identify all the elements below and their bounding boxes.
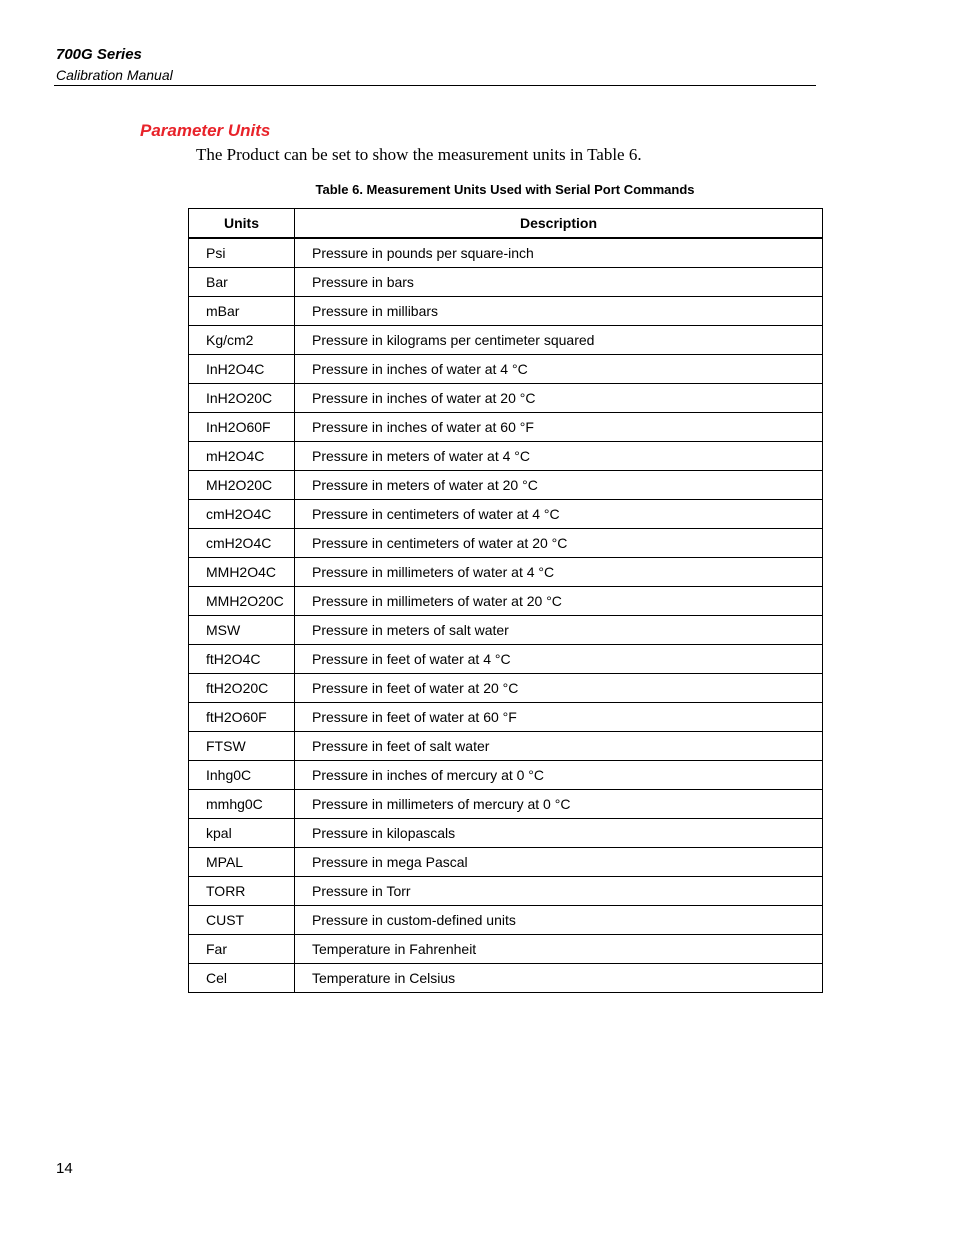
unit-description-cell: Pressure in millimeters of mercury at 0 °C — [295, 790, 823, 819]
table-row — [189, 674, 823, 703]
table-row — [189, 703, 823, 732]
unit-description-cell: Pressure in inches of water at 4 °C — [295, 355, 823, 384]
unit-code-cell: kpal — [189, 819, 295, 848]
table-row — [189, 471, 823, 500]
unit-code-cell: mH2O4C — [189, 442, 295, 471]
unit-code-cell: MMH2O20C — [189, 587, 295, 616]
unit-code-cell: MH2O20C — [189, 471, 295, 500]
unit-description-cell: Pressure in kilopascals — [295, 819, 823, 848]
unit-description-cell: Pressure in millibars — [295, 297, 823, 326]
table-row — [189, 529, 823, 558]
table-row — [189, 935, 823, 964]
unit-code-cell: Bar — [189, 268, 295, 297]
table-row — [189, 384, 823, 413]
table-row — [189, 848, 823, 877]
unit-description-cell: Pressure in feet of salt water — [295, 732, 823, 761]
table-row — [189, 297, 823, 326]
unit-description-cell: Temperature in Celsius — [295, 964, 823, 993]
unit-description-cell: Pressure in meters of water at 4 °C — [295, 442, 823, 471]
unit-description-cell: Pressure in kilograms per centimeter squared — [295, 326, 823, 355]
unit-code-cell: Cel — [189, 964, 295, 993]
table-row — [189, 877, 823, 906]
table-row — [189, 732, 823, 761]
unit-code-cell: Psi — [189, 238, 295, 268]
unit-description-cell: Pressure in feet of water at 20 °C — [295, 674, 823, 703]
intro-paragraph: The Product can be set to show the measurement units in Table 6. — [196, 145, 642, 164]
unit-code-cell: MMH2O4C — [189, 558, 295, 587]
table-row — [189, 268, 823, 297]
unit-code-cell: Inhg0C — [189, 761, 295, 790]
table-caption: Table 6. Measurement Units Used with Serial Port Commands — [315, 182, 695, 197]
unit-description-cell: Pressure in meters of water at 20 °C — [295, 471, 823, 500]
unit-description-cell: Pressure in feet of water at 4 °C — [295, 645, 823, 674]
table-body — [189, 238, 823, 993]
unit-description-cell: Pressure in centimeters of water at 4 °C — [295, 500, 823, 529]
unit-code-cell: cmH2O4C — [189, 500, 295, 529]
unit-code-cell: InH2O20C — [189, 384, 295, 413]
unit-code-cell: ftH2O20C — [189, 674, 295, 703]
unit-code-cell: FTSW — [189, 732, 295, 761]
table-row — [189, 616, 823, 645]
section-heading: Parameter Units — [140, 121, 271, 140]
unit-code-cell: CUST — [189, 906, 295, 935]
unit-code-cell: mBar — [189, 297, 295, 326]
unit-description-cell: Pressure in bars — [295, 268, 823, 297]
unit-code-cell: MSW — [189, 616, 295, 645]
header-rule — [54, 85, 816, 86]
unit-code-cell: InH2O4C — [189, 355, 295, 384]
unit-code-cell: Far — [189, 935, 295, 964]
unit-code-cell: InH2O60F — [189, 413, 295, 442]
unit-code-cell: Kg/cm2 — [189, 326, 295, 355]
table-row — [189, 790, 823, 819]
header-manual-title: Calibration Manual — [56, 67, 173, 83]
page-number: 14 — [56, 1160, 73, 1177]
table-row — [189, 964, 823, 993]
unit-code-cell: ftH2O4C — [189, 645, 295, 674]
table-header-row — [189, 209, 823, 239]
column-header-description: Description — [295, 209, 823, 239]
table-row — [189, 819, 823, 848]
table-row — [189, 906, 823, 935]
table-row — [189, 326, 823, 355]
table-row — [189, 442, 823, 471]
unit-description-cell: Pressure in Torr — [295, 877, 823, 906]
table-row — [189, 238, 823, 268]
unit-description-cell: Pressure in inches of water at 20 °C — [295, 384, 823, 413]
table-row — [189, 355, 823, 384]
unit-code-cell: MPAL — [189, 848, 295, 877]
unit-description-cell: Pressure in inches of mercury at 0 °C — [295, 761, 823, 790]
unit-description-cell: Pressure in feet of water at 60 °F — [295, 703, 823, 732]
unit-description-cell: Pressure in mega Pascal — [295, 848, 823, 877]
unit-description-cell: Pressure in inches of water at 60 °F — [295, 413, 823, 442]
table-row — [189, 413, 823, 442]
header-series: 700G Series — [56, 46, 142, 63]
table-row — [189, 500, 823, 529]
units-table — [188, 208, 823, 993]
unit-description-cell: Temperature in Fahrenheit — [295, 935, 823, 964]
table-row — [189, 587, 823, 616]
unit-description-cell: Pressure in millimeters of water at 4 °C — [295, 558, 823, 587]
unit-description-cell: Pressure in millimeters of water at 20 °C — [295, 587, 823, 616]
unit-description-cell: Pressure in pounds per square-inch — [295, 238, 823, 268]
table-row — [189, 761, 823, 790]
unit-code-cell: cmH2O4C — [189, 529, 295, 558]
column-header-units: Units — [189, 209, 295, 239]
unit-code-cell: mmhg0C — [189, 790, 295, 819]
unit-code-cell: TORR — [189, 877, 295, 906]
unit-description-cell: Pressure in custom-defined units — [295, 906, 823, 935]
table-row — [189, 645, 823, 674]
unit-code-cell: ftH2O60F — [189, 703, 295, 732]
unit-description-cell: Pressure in centimeters of water at 20 °C — [295, 529, 823, 558]
unit-description-cell: Pressure in meters of salt water — [295, 616, 823, 645]
table-row — [189, 558, 823, 587]
